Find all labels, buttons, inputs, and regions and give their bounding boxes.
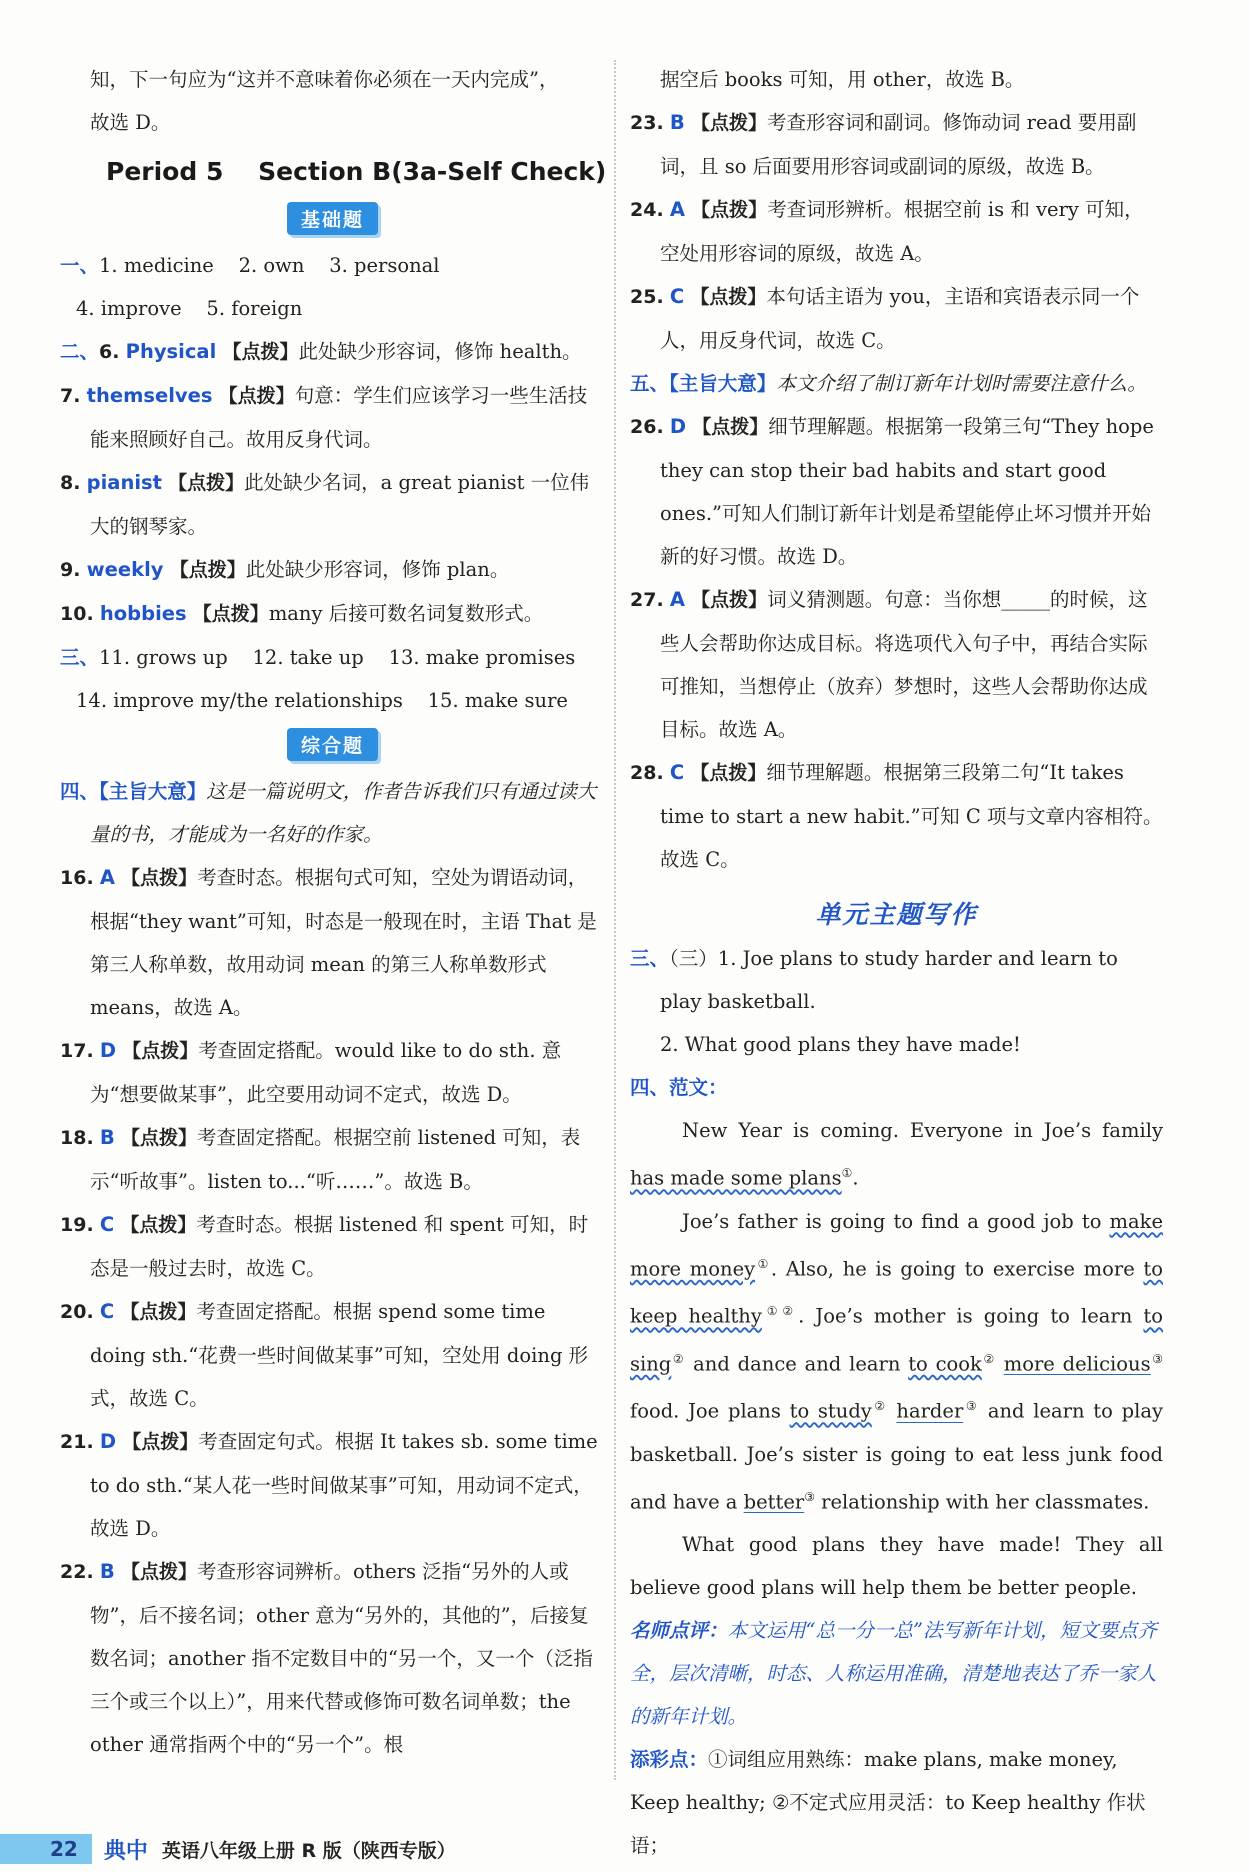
hint-tag: 【点拨】: [120, 1214, 197, 1236]
hint-tag: 【点拨】: [120, 1561, 197, 1583]
part5-label: 五、: [630, 372, 670, 395]
comment-text: 本文运用“总一分一总”法写新年计划，短文要点齐全，层次清晰，时态、人称运用准确，清楚地表达了乔一家人的新年计划。: [630, 1619, 1157, 1728]
answer: A: [669, 198, 685, 221]
part3-answers-2: 14. improve my/the relationships 15. make sure: [76, 689, 568, 712]
essay-marker: ②: [671, 1351, 686, 1366]
hint-tag: 【点拨】: [168, 472, 245, 494]
answer-item: [630, 751, 1163, 881]
answer-item: [60, 1029, 605, 1116]
part3-label: 三、: [60, 646, 100, 669]
explanation: 考查形容词和副词。修饰动词 read 要用副词，且 so 后面要用形容词或副词的原级，故选 B。: [660, 111, 1137, 178]
answer: A: [669, 588, 685, 611]
essay-highlight: make more money: [630, 1209, 1163, 1280]
essay-paragraph: What good plans they have made! They all believe good plans will help them be better people.: [630, 1533, 1163, 1599]
item-number: 25.: [630, 286, 664, 308]
answer: Physical: [125, 340, 217, 363]
badge-basic-wrap: [60, 202, 605, 236]
essay-marker: ②: [871, 1399, 888, 1413]
part1-answers-2: 4. improve 5. foreign: [76, 297, 303, 320]
essay-paragraph: [630, 1109, 1163, 1200]
essay-paragraph: [630, 1200, 1163, 1524]
page-footer: [20, 1832, 456, 1866]
left-column: [60, 58, 605, 1766]
writing-part3-answer1: 1. Joe plans to study harder and learn to play basketball.: [660, 947, 1118, 1013]
answer: hobbies: [99, 602, 187, 625]
answer-item: [60, 1116, 605, 1203]
answer-item: [60, 1550, 605, 1766]
writing-part4-label-line: [630, 1066, 1163, 1109]
essay-text: and learn to play basketball. Joe’s sister is going to eat less junk food and have a: [630, 1399, 1163, 1513]
essay-marker: ①: [755, 1256, 771, 1271]
answer-item: [630, 275, 1163, 362]
explanation: 考查固定搭配。根据空前 listened 可知，表示“听故事”。listen to...“听……”。故选 B。: [90, 1126, 581, 1193]
writing-part3-line2: 2. What good plans they have made!: [660, 1033, 1021, 1056]
part3-answers-1: 11. grows up 12. take up 13. make promises: [99, 646, 576, 669]
essay-highlight: better: [743, 1490, 805, 1513]
explanation: 考查时态。根据句式可知，空处为谓语动词，根据“they want”可知，时态是一般现在时，主语 That 是第三人称单数，故用动词 mean 的第三人称单数形式 means，故选 A。: [90, 866, 597, 1019]
answer-item: [630, 188, 1163, 275]
essay-marker: ①: [841, 1166, 853, 1180]
hint-tag: 【点拨】: [690, 286, 767, 308]
hint-tag: 【点拨】: [120, 1127, 197, 1149]
answer-item: [630, 101, 1163, 188]
explanation: 考查形容词辨析。others 泛指“另外的人或物”，后不接名词；other 意为“另外的，其他的”，后接复数名词；another 指不定数目中的“另一个，又一个（泛指三个或三个以上）”，用来代替或修饰可数名词单数；the other 通常指两个中的“另一个”。根: [90, 1560, 593, 1756]
answer: D: [99, 1430, 117, 1453]
explanation: 句意：学生们应该学习一些生活技能来照顾好自己。故用反身代词。: [90, 384, 588, 451]
essay-highlight: to cook: [908, 1352, 982, 1375]
explanation: 考查时态。根据 listened 和 spent 可知，时态是一般过去时，故选 C。: [90, 1213, 589, 1280]
answer-item: [60, 1203, 605, 1290]
explanation: 细节理解题。根据第三段第二句“It takes time to start a new habit.”可知 C 项与文章内容相符。故选 C。: [660, 761, 1163, 871]
answer: themselves: [86, 384, 213, 407]
writing-part3-sub: （三）: [669, 947, 718, 970]
answer: C: [99, 1300, 115, 1323]
part1-line1: [60, 244, 605, 287]
essay-text: food. Joe plans: [630, 1399, 790, 1423]
item-number: 22.: [60, 1561, 94, 1583]
essay-marker: ③: [804, 1489, 815, 1504]
main-idea-text: 这是一篇说明文，作者告诉我们只有通过读大量的书，才能成为一名好的作家。: [90, 780, 597, 846]
part2-label: 二、: [60, 340, 100, 363]
main-idea-tag: 【主旨大意】: [669, 372, 777, 395]
item-number: 23.: [630, 112, 664, 134]
column-divider: [614, 60, 616, 1780]
essay-highlight: harder: [896, 1399, 964, 1423]
answer: D: [669, 415, 687, 438]
highlight-label: 添彩点：: [630, 1748, 709, 1771]
left-items: [60, 856, 605, 1766]
essay-marker: ③: [1150, 1351, 1163, 1366]
answer: B: [99, 1126, 115, 1149]
hint-tag: 【点拨】: [169, 559, 246, 581]
explanation: many 后接可数名词复数形式。: [268, 602, 544, 625]
part1-answers-1: 1. medicine 2. own 3. personal: [99, 254, 440, 277]
part2: [60, 330, 605, 636]
hint-tag: 【点拨】: [690, 762, 767, 784]
item-number: 16.: [60, 867, 94, 889]
answer-item: [630, 405, 1163, 578]
item-number: 24.: [630, 199, 664, 221]
explanation: 此处缺少形容词，修饰 health。: [298, 340, 582, 363]
writing-part3-label: 三、: [630, 947, 670, 970]
right-column: [630, 58, 1163, 1867]
hint-tag: 【点拨】: [691, 199, 768, 221]
badge-comprehensive: 综合题: [287, 728, 378, 761]
intro-line: 故选 D。: [90, 111, 171, 134]
intro-line: 知，下一句应为“这并不意味着你必须在一天内完成”，: [90, 68, 559, 91]
item-number: 10.: [60, 603, 94, 625]
hint-tag: 【点拨】: [690, 112, 767, 134]
essay-text: . Joe’s mother is going to learn: [798, 1304, 1144, 1328]
explanation: 考查固定句式。根据 It takes sb. some time to do sth.“某人花一些时间做某事”可知，用动词不定式，故选 D。: [90, 1430, 598, 1540]
part2-item: [60, 374, 605, 461]
answer: B: [99, 1560, 115, 1583]
item-number: 18.: [60, 1127, 94, 1149]
item-number: 26.: [630, 416, 664, 438]
explanation: 细节理解题。根据第一段第三句“They hope they can stop their bad habits and start good ones.”可知人们制订新年计划是希望能停止坏习惯并开始新的好习惯。故选 D。: [660, 415, 1154, 568]
item-number: 9.: [60, 559, 81, 581]
answer-item: [60, 1420, 605, 1550]
explanation: 考查固定搭配。根据 spend some time doing sth.“花费一些时间做某事”可知，空处用 doing 形式，故选 C。: [90, 1300, 589, 1410]
item-number: 8.: [60, 472, 81, 494]
essay-marker: ②: [981, 1351, 996, 1366]
essay-highlight: has made some plans: [630, 1166, 842, 1190]
part4-summary: [60, 770, 605, 856]
essay-text: New Year is coming. Everyone in Joe’s family: [682, 1119, 1163, 1142]
item-number: 7.: [60, 385, 81, 407]
book-title: 英语八年级上册 R 版（陕西专版）: [161, 1839, 456, 1862]
explanation: 本句话主语为 you，主语和宾语表示同一个人，用反身代词，故选 C。: [660, 285, 1140, 352]
writing-title: 单元主题写作: [815, 900, 978, 929]
publisher-logo: 典中: [103, 1838, 148, 1864]
essay-text: relationship with her classmates.: [814, 1490, 1150, 1513]
teacher-comment: [630, 1609, 1163, 1738]
part5-summary: [630, 362, 1163, 405]
part2-item: [60, 330, 605, 374]
part1-line2: [60, 287, 605, 330]
comment-label: 名师点评：: [630, 1619, 728, 1642]
badge-basic: 基础题: [287, 202, 378, 235]
part2-item: [60, 548, 605, 592]
answer: C: [669, 285, 685, 308]
hint-tag: 【点拨】: [192, 603, 269, 625]
part2-item: [60, 592, 605, 636]
item-number: 20.: [60, 1301, 94, 1323]
item-number: 28.: [630, 762, 664, 784]
answer-item: [60, 856, 605, 1029]
hint-tag: 【点拨】: [222, 341, 299, 363]
item-number: 19.: [60, 1214, 94, 1236]
essay-highlight: to study: [789, 1399, 872, 1423]
essay-marker: ③: [963, 1399, 980, 1413]
essay-text: and dance and learn: [685, 1352, 909, 1375]
part4-label: 四、: [60, 780, 100, 803]
main-idea-tag: 【主旨大意】: [99, 780, 207, 803]
explanation: 词义猜测题。句意：当你想_____的时候，这些人会帮助你达成目标。将选项代入句子中，再结合实际可推知，当想停止（放弃）梦想时，这些人会帮助你达成目标。故选 A。: [660, 588, 1148, 741]
explanation: 考查固定搭配。would like to do sth. 意为“想要做某事”，此空要用动词不定式，故选 D。: [90, 1039, 562, 1106]
part3-line1: [60, 636, 605, 679]
answer: D: [99, 1039, 117, 1062]
essay-highlight: to keep healthy: [630, 1257, 1163, 1328]
explanation: 此处缺少名词，a great pianist 一位伟大的钢琴家。: [90, 471, 590, 538]
answer-item: [630, 578, 1163, 751]
writing-part4-label: 四、范文：: [630, 1076, 728, 1099]
essay-text: .: [852, 1166, 859, 1190]
essay-highlight: to sing: [630, 1304, 1163, 1375]
writing-part3-line1: [630, 937, 1163, 1023]
part3-line2: [60, 679, 605, 722]
item-number: 21.: [60, 1431, 94, 1453]
item-number: 27.: [630, 589, 664, 611]
continued-line: 据空后 books 可知，用 other，故选 B。: [660, 68, 1025, 91]
hint-tag: 【点拨】: [122, 1040, 199, 1062]
hint-tag: 【点拨】: [692, 416, 769, 438]
highlight-points: [630, 1738, 1163, 1867]
answer: C: [99, 1213, 115, 1236]
answer: weekly: [86, 558, 164, 581]
main-idea-text: 本文介绍了制订新年计划时需要注意什么。: [776, 372, 1147, 395]
badge-comp-wrap: [60, 728, 605, 762]
explanation: 此处缺少形容词，修饰 plan。: [245, 558, 510, 581]
highlight-text: ①词组应用熟练：make plans, make money, Keep healthy; ②不定式应用灵活：to Keep healthy 作状语；: [630, 1748, 1146, 1857]
essay-marker: ①②: [761, 1304, 799, 1318]
hint-tag: 【点拨】: [121, 867, 198, 889]
item-number: 17.: [60, 1040, 94, 1062]
essay-text: . Also, he is going to exercise more: [770, 1257, 1144, 1280]
essay-highlight: more delicious: [1003, 1352, 1151, 1375]
part1-label: 一、: [60, 254, 100, 277]
period-title: Period 5 Section B(3a-Self Check): [106, 157, 607, 186]
explanation: 考查词形辨析。根据空前 is 和 very 可知，空处用形容词的原级，故选 A。: [660, 198, 1144, 265]
answer: A: [99, 866, 115, 889]
part2-item: [60, 461, 605, 548]
item-number: 6.: [99, 341, 120, 363]
hint-tag: 【点拨】: [691, 589, 768, 611]
model-essay: [630, 1109, 1163, 1609]
answer: B: [669, 111, 685, 134]
hint-tag: 【点拨】: [218, 385, 295, 407]
answer: pianist: [86, 471, 162, 494]
essay-text: [996, 1352, 1004, 1375]
page-number: 22: [0, 1834, 92, 1864]
hint-tag: 【点拨】: [122, 1431, 199, 1453]
hint-tag: 【点拨】: [120, 1301, 197, 1323]
answer-item: [60, 1290, 605, 1420]
answer: C: [669, 761, 685, 784]
essay-text: Joe’s father is going to find a good job to: [682, 1209, 1110, 1233]
